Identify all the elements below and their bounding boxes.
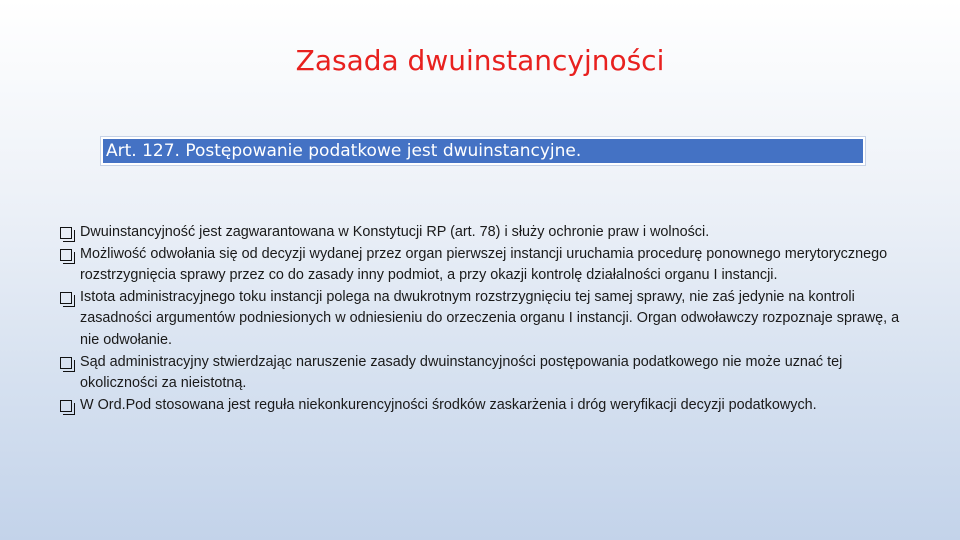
bullet-list: [60, 222, 920, 416]
bullet-text: Istota administracyjnego toku instancji polega na dwukrotnym rozstrzygnięciu tej samej sprawy, nie zaś jedynie na kontroli zasadności argumentów podniesionych w odniesieniu do orzeczenia organu I instancji. Organ odwoławczy rozpoznaje sprawę, a nie odwołanie.: [80, 288, 900, 348]
checkbox-square-icon: [60, 292, 72, 304]
bullet-text: Sąd administracyjny stwierdzając naruszenie zasady dwuinstancyjności postępowania podatkowego nie może uznać tej okoliczności za nieistotną.: [80, 353, 843, 392]
list-item: [60, 244, 920, 287]
list-item: [60, 352, 920, 395]
checkbox-square-icon: [60, 357, 72, 369]
slide-title: Zasada dwuinstancyjności: [295, 44, 665, 77]
article-banner: Art. 127. Postępowanie podatkowe jest dwuinstancyjne.: [101, 137, 865, 165]
bullet-text: Dwuinstancyjność jest zagwarantowana w Konstytucji RP (art. 78) i służy ochronie praw i wolności.: [80, 224, 710, 240]
bullet-text: W Ord.Pod stosowana jest reguła niekonkurencyjności środków zaskarżenia i dróg weryfikacji decyzji podatkowych.: [80, 396, 817, 413]
checkbox-square-icon: [60, 227, 72, 239]
list-item: [60, 287, 920, 352]
checkbox-square-icon: [60, 400, 72, 412]
bullet-text: Możliwość odwołania się od decyzji wydanej przez organ pierwszej instancji uruchamia procedurę ponownego merytorycznego rozstrzygnięcia sprawy przez co do zasady inny podmiot, a przy okazji kontrolę działalności organu I instancji.: [80, 245, 888, 284]
list-item: [60, 222, 920, 244]
list-item: [60, 395, 920, 417]
checkbox-square-icon: [60, 249, 72, 261]
